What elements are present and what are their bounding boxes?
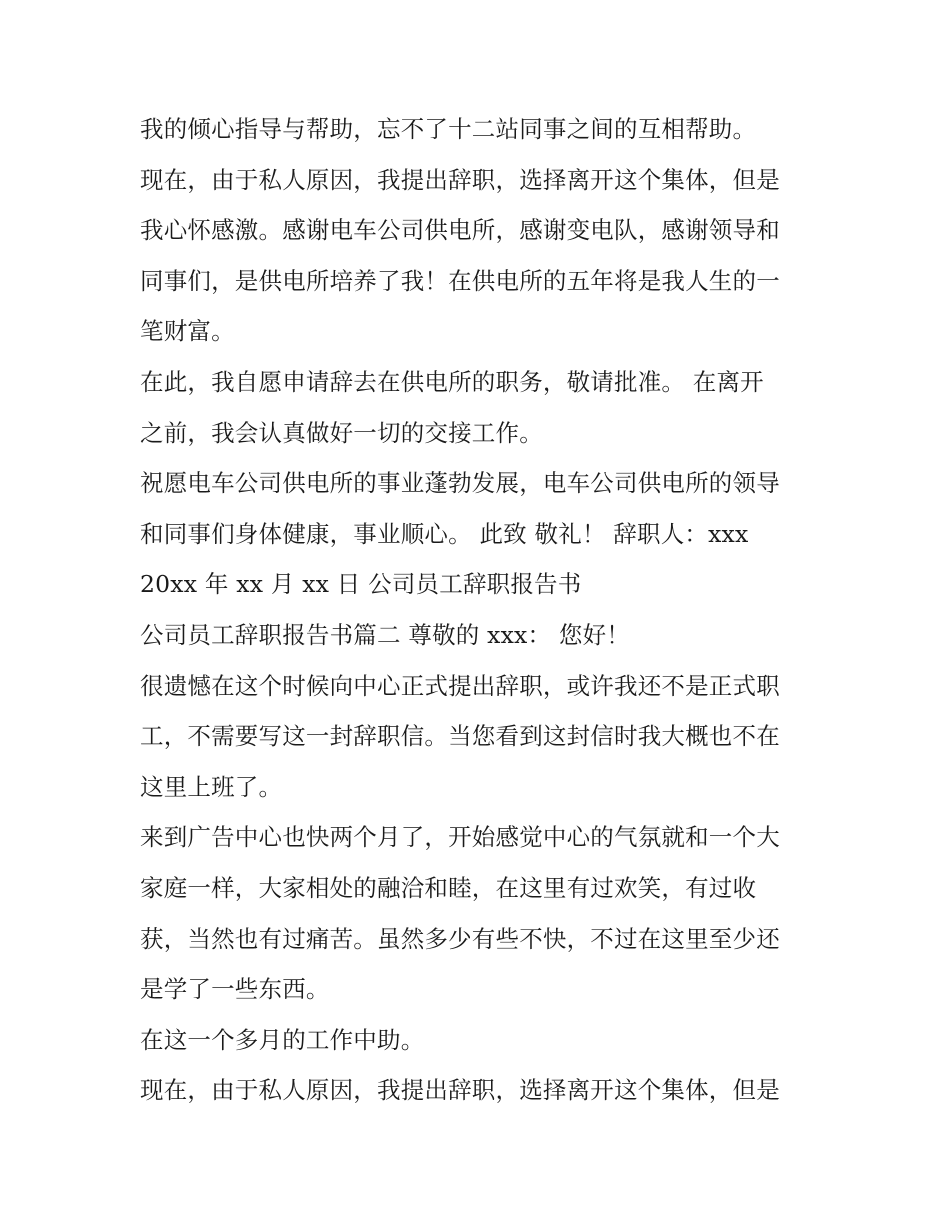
text-line: 我的倾心指导与帮助，忘不了十二站同事之间的互相帮助。 — [140, 115, 757, 143]
text-line: 在这一个多月的工作中助。 — [140, 1025, 425, 1054]
text-line: 很遗憾在这个时候向中心正式提出辞职，或许我还不是正式职 — [140, 671, 780, 700]
text-line: 这里上班了。 — [140, 772, 283, 801]
text-line: 是学了一些东西。 — [140, 975, 330, 1004]
text-line: 公司员工辞职报告书篇二 尊敬的 xxx： 您好！ — [140, 620, 630, 649]
text-line: 家庭一样，大家相处的融洽和睦，在这里有过欢笑，有过收 — [140, 873, 757, 902]
text-line: 和同事们身体健康，事业顺心。 此致 敬礼！ 辞职人：xxx — [140, 519, 749, 548]
text-line: 在此，我自愿申请辞去在供电所的职务，敬请批准。 在离开 — [140, 367, 764, 396]
text-line: 现在，由于私人原因，我提出辞职，选择离开这个集体，但是 — [140, 165, 780, 194]
text-line: 现在，由于私人原因，我提出辞职，选择离开这个集体，但是 — [140, 1076, 780, 1105]
text-line: 20xx 年 xx 月 xx 日 公司员工辞职报告书 — [140, 570, 582, 599]
document-body — [140, 104, 830, 1116]
text-line: 祝愿电车公司供电所的事业蓬勃发展，电车公司供电所的领导 — [140, 469, 780, 498]
text-line: 笔财富。 — [140, 317, 235, 346]
text-line: 同事们，是供电所培养了我！在供电所的五年将是我人生的一 — [140, 266, 780, 295]
text-line: 我心怀感激。感谢电车公司供电所，感谢变电队，感谢领导和 — [140, 216, 780, 245]
text-line: 工，不需要写这一封辞职信。当您看到这封信时我大概也不在 — [140, 722, 780, 751]
text-line: 获，当然也有过痛苦。虽然多少有些不快，不过在这里至少还 — [140, 924, 780, 953]
text-line: 之前，我会认真做好一切的交接工作。 — [140, 418, 543, 447]
text-line: 来到广告中心也快两个月了，开始感觉中心的气氛就和一个大 — [140, 823, 780, 852]
